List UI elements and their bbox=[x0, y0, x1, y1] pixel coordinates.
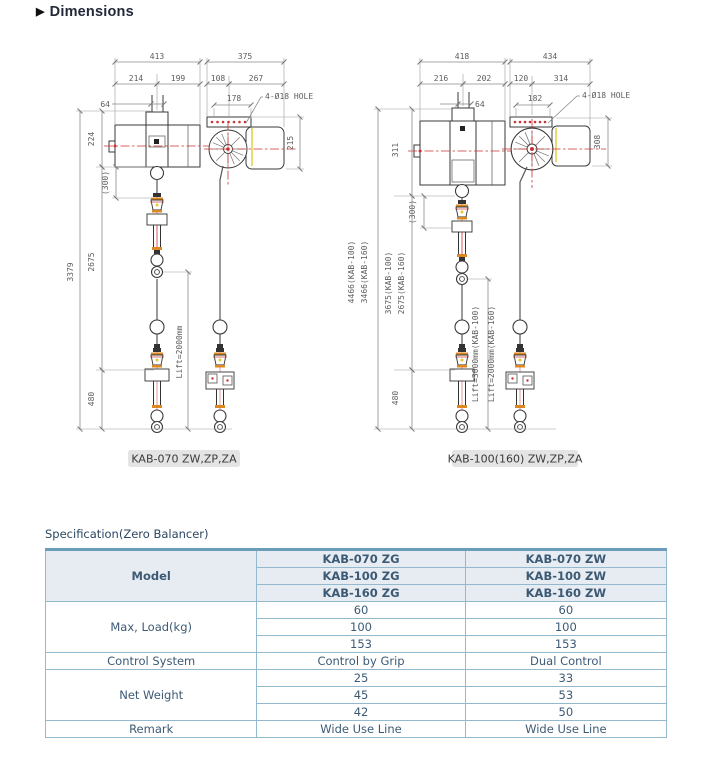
model-zw-100: KAB-100 ZW bbox=[465, 568, 666, 585]
table-row bbox=[46, 653, 667, 670]
model-zg-100: KAB-100 ZG bbox=[257, 568, 465, 585]
net-weight-zw-070: 33 bbox=[465, 670, 666, 687]
dim-front-height: 308 bbox=[593, 134, 602, 150]
model-zw-070: KAB-070 ZW bbox=[465, 550, 666, 568]
kab070-front-view bbox=[204, 117, 298, 433]
dim-front-right: 267 bbox=[248, 74, 264, 83]
kab070-dimensions bbox=[66, 52, 313, 429]
net-weight-zg-070: 25 bbox=[257, 670, 465, 687]
max-load-zg-070: 60 bbox=[257, 602, 465, 619]
spec-title: Specification(Zero Balancer) bbox=[45, 527, 209, 541]
table-row bbox=[46, 670, 667, 687]
dim-front-left: 108 bbox=[210, 74, 226, 83]
dim-lift-kab160: Lift=2000mm(KAB-160) bbox=[487, 305, 496, 403]
kab100-dimensions bbox=[347, 52, 630, 429]
remark-zw: Wide Use Line bbox=[465, 721, 666, 738]
net-weight-label: Net Weight bbox=[46, 670, 257, 721]
max-load-zw-070: 60 bbox=[465, 602, 666, 619]
model-zg-070: KAB-070 ZG bbox=[257, 550, 465, 568]
dim-front-right: 314 bbox=[553, 74, 569, 83]
table-row bbox=[46, 602, 667, 619]
max-load-zw-160: 153 bbox=[465, 636, 666, 653]
dim-hole-span: 178 bbox=[226, 94, 242, 103]
control-system-label: Control System bbox=[46, 653, 257, 670]
kab100-side-view bbox=[408, 92, 516, 433]
kab070-drawing bbox=[66, 52, 313, 467]
max-load-zg-160: 153 bbox=[257, 636, 465, 653]
dim-offset-height: (300) bbox=[101, 170, 110, 196]
model-zg-160: KAB-160 ZG bbox=[257, 585, 465, 602]
dim-front-width: 375 bbox=[237, 52, 253, 61]
net-weight-zg-100: 45 bbox=[257, 687, 465, 704]
max-load-zw-100: 100 bbox=[465, 619, 666, 636]
dim-bottom-height: 480 bbox=[87, 391, 96, 407]
hole-note: 4-Ø18 HOLE bbox=[582, 91, 631, 100]
table-row bbox=[46, 550, 667, 568]
suspension-hook-ball bbox=[151, 167, 164, 180]
dim-lift: Lift=2000mm bbox=[175, 325, 184, 379]
spec-table bbox=[45, 548, 667, 738]
hole-note: 4-Ø18 HOLE bbox=[265, 92, 314, 101]
net-weight-zg-160: 42 bbox=[257, 704, 465, 721]
page-title-text: Dimensions bbox=[49, 4, 134, 20]
dim-hole-span: 182 bbox=[527, 94, 543, 103]
net-weight-zw-160: 50 bbox=[465, 704, 666, 721]
kab100-front-view bbox=[502, 117, 606, 433]
model-header-cell: Model bbox=[46, 550, 257, 602]
dim-lift-kab100: Lift=3000mm(KAB-100) bbox=[471, 305, 480, 403]
kab070-side-view bbox=[104, 95, 212, 433]
model-zw-160: KAB-160 ZW bbox=[465, 585, 666, 602]
remark-label: Remark bbox=[46, 721, 257, 738]
suspension-hook-ball bbox=[456, 185, 469, 198]
dim-offset-height: (300) bbox=[408, 199, 417, 225]
dim-width-right: 202 bbox=[476, 74, 492, 83]
mid-hook-assembly bbox=[452, 200, 472, 285]
dim-width-left: 214 bbox=[128, 74, 144, 83]
kab100-160-drawing bbox=[347, 52, 630, 467]
remark-zg: Wide Use Line bbox=[257, 721, 465, 738]
dim-width-left: 216 bbox=[433, 74, 449, 83]
control-zw: Dual Control bbox=[465, 653, 666, 670]
dim-bottom-height: 480 bbox=[391, 390, 400, 406]
mounting-holes bbox=[514, 121, 547, 124]
suspension-bracket bbox=[452, 108, 474, 121]
dim-cable-height-kab100: 3675(KAB-100) bbox=[384, 251, 393, 315]
dim-front-width: 434 bbox=[542, 52, 558, 61]
mid-hook-assembly bbox=[147, 193, 167, 278]
table-row bbox=[46, 721, 667, 738]
dim-body-height: 311 bbox=[391, 142, 400, 158]
dim-front-left: 120 bbox=[513, 74, 529, 83]
bottom-hook-assembly bbox=[206, 319, 234, 433]
kab100-caption bbox=[448, 450, 583, 467]
dim-body-height: 224 bbox=[87, 131, 96, 147]
dim-cable-height: 2675 bbox=[87, 252, 96, 272]
dim-bracket-width: 64 bbox=[100, 100, 110, 109]
bottom-hook-assembly bbox=[145, 319, 169, 433]
bottom-hook-assembly bbox=[506, 319, 534, 433]
dim-front-height: 215 bbox=[286, 135, 295, 151]
dim-total-height-kab160: 3466(KAB-160) bbox=[360, 240, 369, 304]
section-arrow-icon: ▶ bbox=[36, 6, 45, 18]
dim-overall-width: 418 bbox=[454, 52, 470, 61]
control-zg: Control by Grip bbox=[257, 653, 465, 670]
caption-label: KAB-070 ZW,ZP,ZA bbox=[131, 452, 237, 466]
caption-label: KAB-100(160) ZW,ZP,ZA bbox=[447, 452, 583, 466]
specification-section bbox=[45, 527, 667, 738]
dim-cable-height-kab160: 2675(KAB-160) bbox=[397, 251, 406, 315]
max-load-label: Max, Load(kg) bbox=[46, 602, 257, 653]
net-weight-zw-100: 53 bbox=[465, 687, 666, 704]
dim-overall-width: 413 bbox=[149, 52, 165, 61]
dim-bracket-width: 64 bbox=[475, 100, 485, 109]
dim-width-right: 199 bbox=[170, 74, 186, 83]
mounting-holes bbox=[211, 121, 247, 124]
max-load-zg-100: 100 bbox=[257, 619, 465, 636]
dim-total-height-kab100: 4466(KAB-100) bbox=[347, 240, 356, 304]
suspension-bracket bbox=[146, 112, 168, 125]
dim-total-height: 3379 bbox=[66, 262, 75, 282]
kab070-caption bbox=[128, 450, 240, 467]
